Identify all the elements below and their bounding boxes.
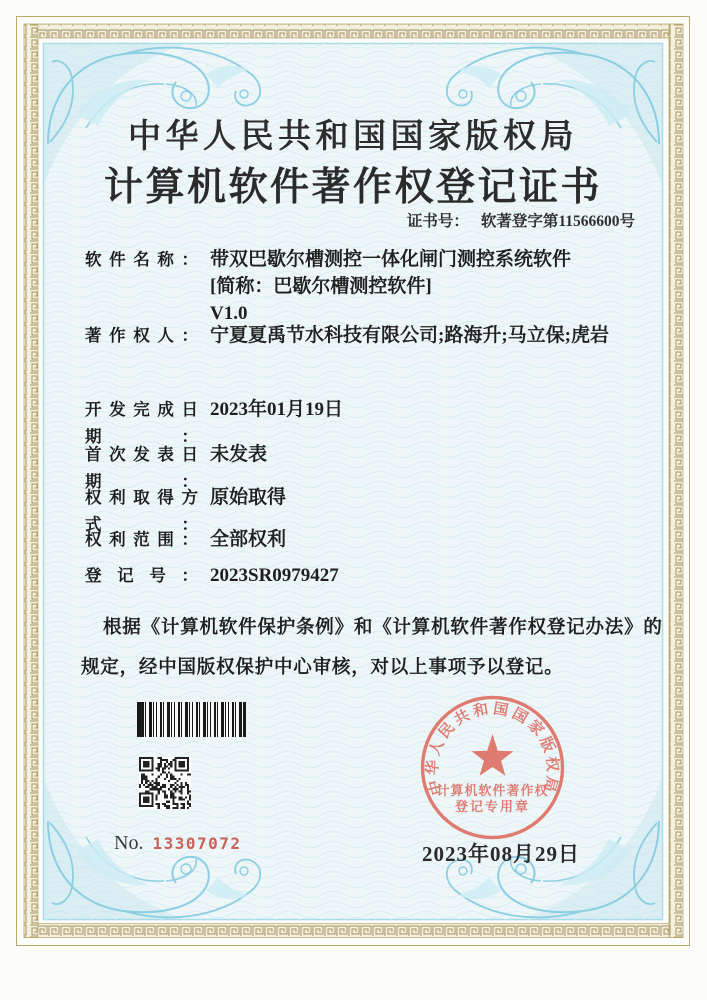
field-label: 权利取得方式： (85, 488, 198, 534)
serial-number-line (114, 832, 242, 855)
registration-seal (415, 690, 570, 845)
field-value: 2023SR0979427 (210, 565, 339, 586)
field-label: 权利范围： (85, 530, 198, 549)
seal-text-line2: 登记专用章 (454, 799, 531, 814)
field-label: 开发完成日期： (85, 400, 198, 446)
seal-text-line1: 计算机软件著作权 (436, 783, 549, 798)
field-label: 首次发表日期： (85, 445, 198, 491)
field-value: 原始取得 (210, 487, 287, 508)
field-value: 未发表 (210, 444, 268, 465)
certificate-number-value: 软著登字第11566600号 (480, 213, 635, 230)
field-value: 全部权利 (210, 529, 287, 550)
certificate-title: 计算机软件著作权登记证书 (103, 166, 602, 209)
serial-number: 13307072 (152, 834, 242, 853)
field-value: 带双巴歇尔槽测控一体化闸门测控系统软件 [简称：巴歇尔槽测控软件] V1.0 (210, 249, 572, 324)
registration-statement: 根据《计算机软件保护条例》和《计算机软件著作权登记办法》的 规定，经中国版权保护中心审核，对以上事项予以登记。 (81, 618, 663, 678)
seal-ring-text: 中华人民共和国国家版权局 (425, 701, 560, 797)
certificate-number-label: 证书号： (406, 213, 469, 230)
field-copyright-owner (85, 322, 609, 349)
field-rights-scope (85, 526, 286, 553)
field-label: 软件名称： (85, 250, 198, 269)
field-label: 登记号： (85, 566, 198, 585)
barcode (137, 702, 246, 737)
certificate-number-line (43, 209, 635, 231)
issue-date: 2023年08月29日 (422, 842, 580, 866)
qr-code (139, 757, 191, 809)
field-value: 宁夏夏禹节水科技有限公司;路海升;马立保;虎岩 (210, 325, 609, 346)
seal-ring (423, 698, 563, 838)
field-label: 著作权人： (85, 326, 198, 345)
field-registration-number (85, 562, 339, 589)
field-software-name (85, 246, 571, 327)
field-value: 2023年01月19日 (210, 399, 344, 420)
star-icon (472, 734, 514, 776)
issuer-title: 中华人民共和国国家版权局 (128, 119, 578, 155)
serial-prefix: No. (114, 832, 144, 854)
